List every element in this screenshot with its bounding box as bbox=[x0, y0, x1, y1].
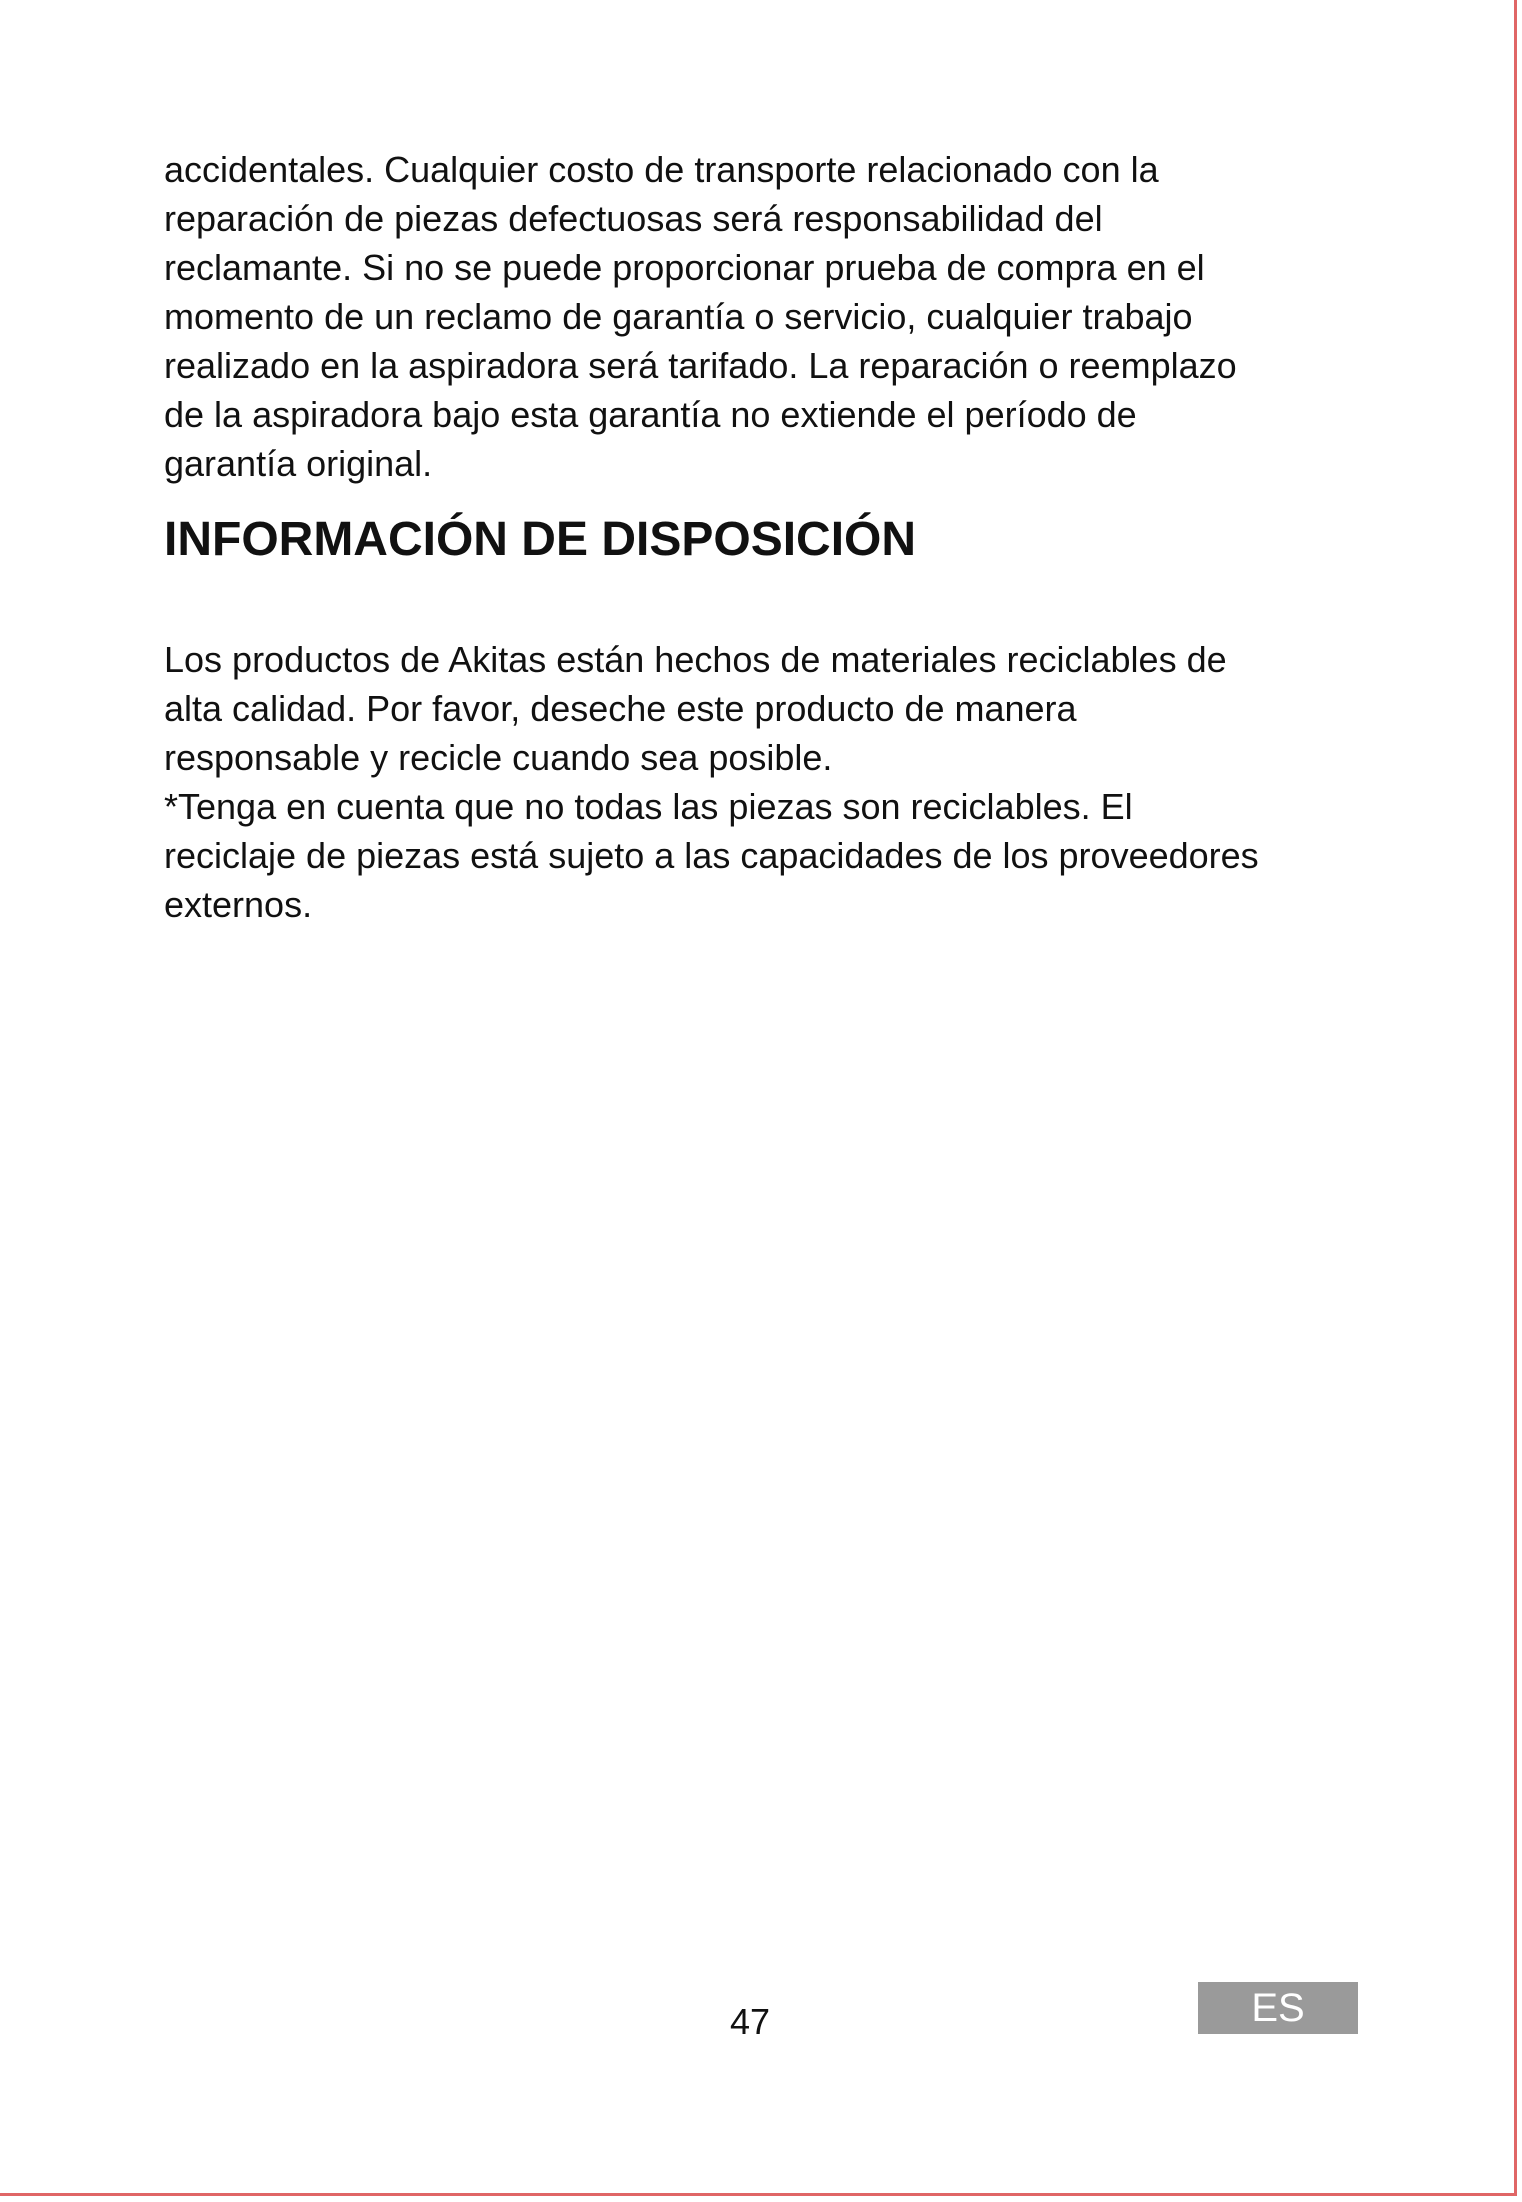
text-line: realizado en la aspiradora será tarifado. La reparación o reemplazo bbox=[164, 345, 1237, 386]
language-badge: ES bbox=[1198, 1982, 1358, 2034]
page-number: 47 bbox=[729, 2001, 771, 2042]
disposal-paragraph bbox=[164, 635, 1259, 929]
text-line: Los productos de Akitas están hechos de materiales reciclables de bbox=[164, 639, 1227, 680]
text-line: *Tenga en cuenta que no todas las piezas son reciclables. El bbox=[164, 786, 1133, 827]
text-line: responsable y recicle cuando sea posible. bbox=[164, 737, 833, 778]
warranty-paragraph bbox=[164, 145, 1374, 488]
text-line: externos. bbox=[164, 884, 313, 925]
section-heading: INFORMACIÓN DE DISPOSICIÓN bbox=[164, 513, 917, 566]
text-line: alta calidad. Por favor, deseche este producto de manera bbox=[164, 688, 1077, 729]
text-line: momento de un reclamo de garantía o servicio, cualquier trabajo bbox=[164, 296, 1193, 337]
text-line: reparación de piezas defectuosas será responsabilidad del bbox=[164, 198, 1103, 239]
text-line: reciclaje de piezas está sujeto a las capacidades de los proveedores bbox=[164, 835, 1259, 876]
text-line: de la aspiradora bajo esta garantía no extiende el período de bbox=[164, 394, 1137, 435]
page-content bbox=[164, 145, 1374, 925]
text-line: accidentales. Cualquier costo de transporte relacionado con la bbox=[164, 149, 1159, 190]
text-line: reclamante. Si no se puede proporcionar prueba de compra en el bbox=[164, 247, 1205, 288]
text-line: garantía original. bbox=[164, 443, 433, 484]
